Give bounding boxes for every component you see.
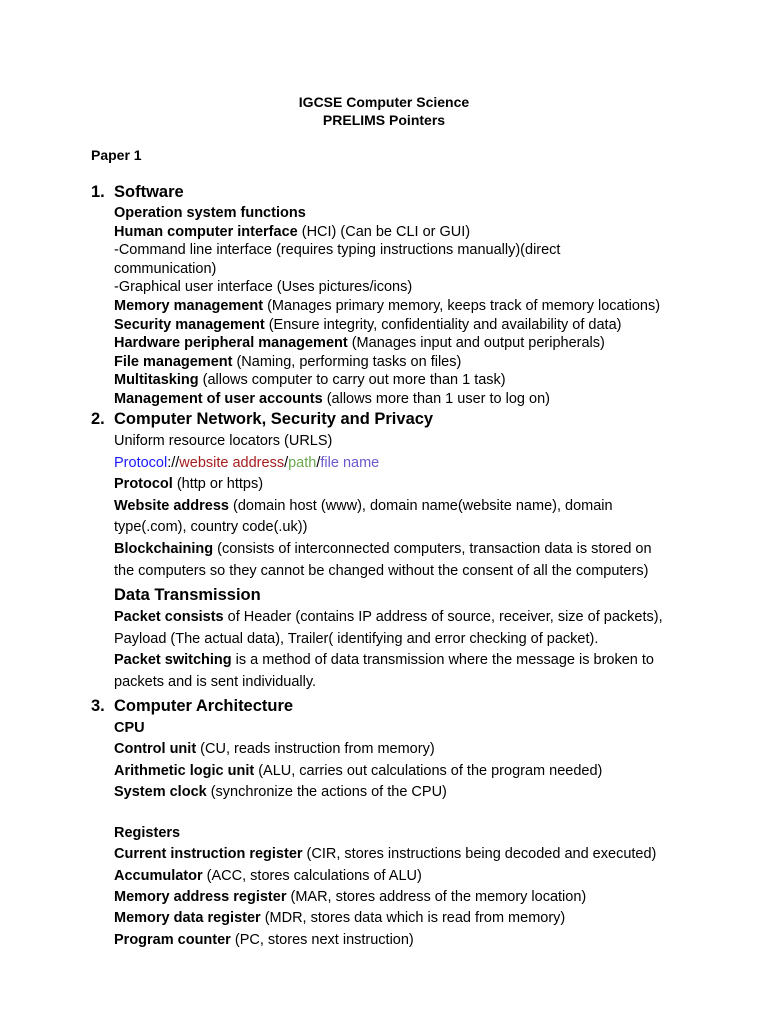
accumulator-desc: (ACC, stores calculations of ALU) [202,867,422,884]
url-file: file name [320,454,380,471]
url-path: path [288,454,317,471]
system-clock-desc: (synchronize the actions of the CPU) [206,783,447,800]
data-transmission-title: Data Transmission [114,586,261,604]
program-counter-term: Program counter [114,931,231,948]
url-protocol: Protocol [114,454,168,471]
section-3-title: Computer Architecture [114,697,294,715]
alu-desc: (ALU, carries out calculations of the program needed) [254,762,603,779]
website-address-term: Website address [114,497,229,514]
website-address-desc-1: (domain host (www), domain name(website name), domain [228,497,613,514]
gui-line: -Graphical user interface (Uses pictures/icons) [114,279,413,296]
url-website: website address [179,454,285,471]
security-management-desc: (Ensure integrity, confidentiality and availability of data) [264,316,622,333]
hardware-management-term: Hardware peripheral management [114,335,348,352]
multitasking-term: Multitasking [114,372,199,389]
mdr-desc: (MDR, stores data which is read from memory) [260,910,566,927]
user-accounts-desc: (allows more than 1 user to log on) [322,390,550,407]
spacer [114,803,704,823]
alu-term: Arithmetic logic unit [114,762,255,779]
url-sep-1: :// [167,454,180,471]
cpu-heading: CPU [114,720,145,736]
user-accounts-term: Management of user accounts [114,390,323,407]
os-functions-heading: Operation system functions [114,205,306,221]
packet-switching-term: Packet switching [114,652,232,669]
section-3-body [114,718,704,951]
section-1-title: Software [114,183,184,201]
blockchaining-desc-2: the computers so they cannot be changed without the consent of all the computers) [114,562,649,579]
blockchaining-term: Blockchaining [114,540,214,557]
url-sep-2: / [284,454,289,471]
packet-switching-desc-2: packets and is sent individually. [114,673,317,690]
security-management-term: Security management [114,316,265,333]
control-unit-term: Control unit [114,741,197,758]
document-title: IGCSE Computer Science [298,94,470,110]
protocol-term: Protocol [114,476,173,493]
paper-label: Paper 1 [91,147,142,163]
program-counter-desc: (PC, stores next instruction) [230,931,414,948]
section-2-body [114,431,704,582]
url-line: Uniform resource locators (URLS) [114,433,333,449]
mar-term: Memory address register [114,889,287,906]
blockchaining-desc-1: (consists of interconnected computers, transaction data is stored on [213,540,652,557]
url-structure [114,453,704,475]
section-1-body [114,204,704,409]
cli-line-2: communication) [114,260,217,277]
packet-desc-1: of Header (contains IP address of source, receiver, size of packets), [223,609,663,625]
memory-management-desc: (Manages primary memory, keeps track of memory locations) [263,297,661,314]
website-address-desc-2: type(.com), country code(.uk)) [114,519,308,536]
protocol-desc: (http or https) [172,476,264,493]
memory-management-term: Memory management [114,297,264,314]
section-1-number: 1. [91,183,105,201]
hci-desc: (HCI) (Can be CLI or GUI) [297,223,471,240]
hci-term: Human computer interface [114,223,298,240]
cir-term: Current instruction register [114,846,303,863]
accumulator-term: Accumulator [114,867,203,884]
system-clock-term: System clock [114,783,207,800]
packet-term: Packet consists [114,609,224,625]
registers-heading: Registers [114,825,181,842]
url-sep-3: / [316,454,321,471]
cli-line-1: -Command line interface (requires typing instructions manually)(direct [114,242,561,259]
multitasking-desc: (allows computer to carry out more than 1 task) [198,372,506,389]
data-transmission-body [114,607,704,693]
packet-switching-desc-1: is a method of data transmission where the message is broken to [231,652,654,669]
mar-desc: (MAR, stores address of the memory location) [286,889,587,906]
control-unit-desc: (CU, reads instruction from memory) [196,741,435,758]
file-management-term: File management [114,353,233,370]
mdr-term: Memory data register [114,910,261,927]
section-2-number: 2. [91,410,105,428]
section-3-number: 3. [91,697,105,715]
packet-desc-2: Payload (The actual data), Trailer( identifying and error checking of packet). [114,630,599,647]
section-2-title: Computer Network, Security and Privacy [114,410,434,428]
document-subtitle: PRELIMS Pointers [322,112,446,128]
cir-desc: (CIR, stores instructions being decoded and executed) [302,846,657,863]
file-management-desc: (Naming, performing tasks on files) [232,353,462,370]
hardware-management-desc: (Manages input and output peripherals) [347,335,605,352]
